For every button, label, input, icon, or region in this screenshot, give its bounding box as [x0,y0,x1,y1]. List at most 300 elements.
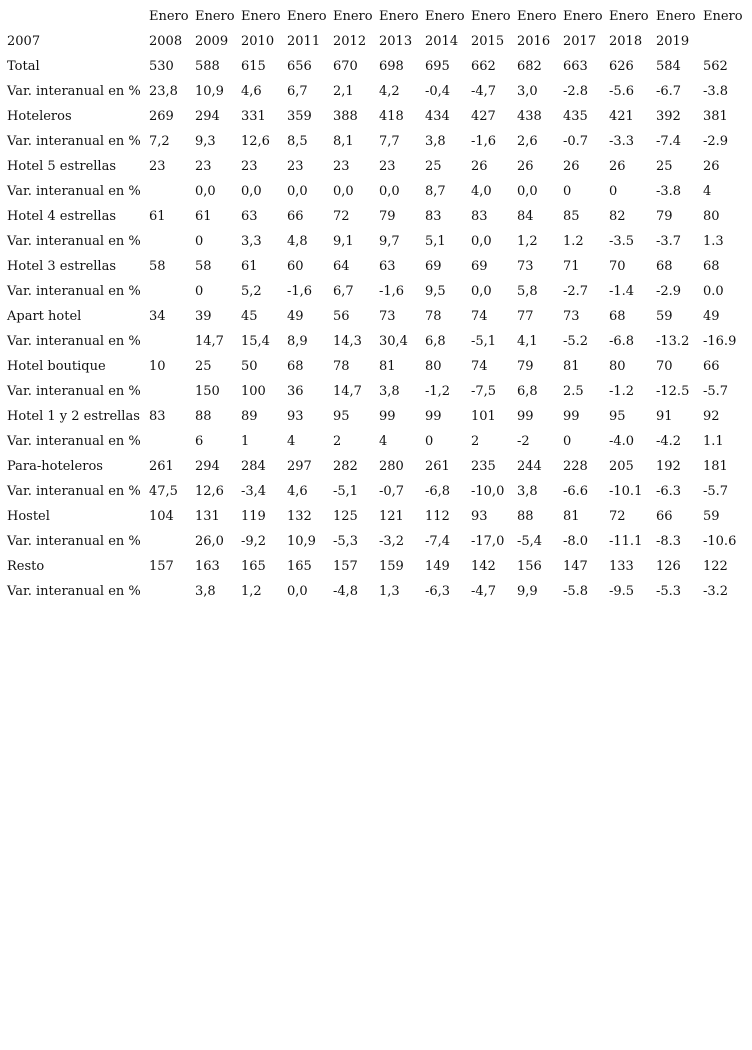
table-cell: 157 [333,559,358,574]
table-cell: 165 [241,559,266,574]
table-cell: 12,6 [241,134,270,149]
row-label: Hotel 3 estrellas [7,259,117,274]
table-row [7,332,747,357]
table-cell: 670 [333,59,358,74]
table-cell: 83 [425,209,442,224]
table-cell: 26 [471,159,488,174]
table-cell: 5,1 [425,234,446,249]
table-cell: -6,3 [425,584,451,599]
table-cell: 6 [195,434,204,449]
table-cell: 0,0 [471,284,492,299]
table-cell: 79 [379,209,396,224]
table-cell: 3,8 [379,384,400,399]
table-cell: 68 [703,259,720,274]
table-cell: -1,6 [287,284,313,299]
table-cell: 26 [609,159,626,174]
table-cell: 7,2 [149,134,170,149]
table-cell: 682 [517,59,542,74]
table-cell: 418 [379,109,404,124]
table-cell: 73 [517,259,534,274]
table-cell: 64 [333,259,350,274]
table-cell: 93 [287,409,304,424]
table-cell: -2.7 [563,284,589,299]
table-cell: 80 [425,359,442,374]
table-cell: 85 [563,209,580,224]
table-cell: -4,7 [471,584,497,599]
table-cell: 280 [379,459,404,474]
table-cell: Enero [379,9,419,24]
table-cell: 63 [241,209,258,224]
table-cell: -2 [517,434,530,449]
table-cell: Enero [195,9,235,24]
table-cell: 95 [333,409,350,424]
table-cell: -8.3 [656,534,682,549]
table-cell: 36 [287,384,304,399]
row-label: Var. interanual en % [7,384,141,399]
table-cell: 66 [656,509,673,524]
table-row [7,82,747,107]
table-cell: 0,0 [287,184,308,199]
table-cell: Enero [241,9,281,24]
table-cell: -3.8 [703,84,729,99]
table-cell: 68 [656,259,673,274]
table-cell: Enero [471,9,511,24]
table-cell: Enero [287,9,327,24]
table-cell: -6.7 [656,84,682,99]
table-cell: -12.5 [656,384,690,399]
table-cell: 3,0 [517,84,538,99]
table-row [7,482,747,507]
table-cell: 6,7 [333,284,354,299]
table-cell: 427 [471,109,496,124]
table-cell: 10,9 [195,84,224,99]
table-row [7,257,747,282]
table-cell: 79 [656,209,673,224]
table-cell: 584 [656,59,681,74]
table-cell: 50 [241,359,258,374]
table-cell: 69 [425,259,442,274]
table-cell: 99 [425,409,442,424]
table-cell: 4 [379,434,388,449]
row-label: Hotel 5 estrellas [7,159,117,174]
table-cell: 6,8 [517,384,538,399]
table-cell: 39 [195,309,212,324]
table-cell: 6,8 [425,334,446,349]
table-cell: 69 [471,259,488,274]
table-cell: 2,6 [517,134,538,149]
table-row [7,282,747,307]
table-cell: 80 [703,209,720,224]
table-row [7,507,747,532]
table-cell: 78 [425,309,442,324]
table-cell: 132 [287,509,312,524]
table-cell: 99 [379,409,396,424]
table-cell: 3,8 [517,484,538,499]
table-cell: 297 [287,459,312,474]
table-cell: 45 [241,309,258,324]
table-cell: 61 [195,209,212,224]
header-year-row [7,32,747,57]
table-cell: 79 [517,359,534,374]
table-cell: 0 [563,434,572,449]
table-cell: 0,0 [195,184,216,199]
table-cell: 2.5 [563,384,584,399]
table-cell: 7,7 [379,134,400,149]
table-cell: 1,2 [241,584,262,599]
table-cell: 26 [517,159,534,174]
table-cell: 205 [609,459,634,474]
table-cell: 421 [609,109,634,124]
table-cell: 81 [379,359,396,374]
table-cell: 60 [287,259,304,274]
table-cell: 14,7 [333,384,362,399]
table-cell: 2,1 [333,84,354,99]
table-cell: -1,2 [425,384,451,399]
table-cell: 23 [379,159,396,174]
table-cell: 68 [287,359,304,374]
table-cell: 1 [241,434,250,449]
table-cell: 84 [517,209,534,224]
table-cell: 91 [656,409,673,424]
table-row [7,382,747,407]
table-cell: 23 [195,159,212,174]
table-cell: 49 [287,309,304,324]
table-cell: 92 [703,409,720,424]
header-month-row [7,7,747,32]
table-cell: 588 [195,59,220,74]
table-cell: 530 [149,59,174,74]
table-cell: -3.3 [609,134,635,149]
table-cell: 294 [195,109,220,124]
table-cell: -5.7 [703,484,729,499]
table-cell: 15,4 [241,334,270,349]
table-cell: -9,2 [241,534,267,549]
table-cell: -1.4 [609,284,635,299]
table-cell: -13.2 [656,334,690,349]
table-cell: -16.9 [703,334,737,349]
table-cell: -4.0 [609,434,635,449]
table-cell: 49 [703,309,720,324]
table-cell: 9,3 [195,134,216,149]
table-cell: -10,0 [471,484,505,499]
row-label: Hotel 4 estrellas [7,209,117,224]
table-cell: 0,0 [333,184,354,199]
table-row [7,182,747,207]
row-label: Var. interanual en % [7,134,141,149]
table-cell: 359 [287,109,312,124]
table-cell: 4 [703,184,712,199]
table-cell: 82 [609,209,626,224]
table-cell: 10,9 [287,534,316,549]
table-cell: -6.6 [563,484,589,499]
table-cell: 3,8 [425,134,446,149]
table-cell: 104 [149,509,174,524]
table-row [7,132,747,157]
table-cell: 3,8 [195,584,216,599]
table-cell: 81 [563,509,580,524]
row-label: Var. interanual en % [7,484,141,499]
row-label: Total [7,59,40,74]
table-cell: -10.1 [609,484,643,499]
table-cell: 58 [195,259,212,274]
table-cell: 5,8 [517,284,538,299]
table-cell: 23 [149,159,166,174]
table-cell: 8,9 [287,334,308,349]
table-cell: 2018 [609,34,643,49]
table-cell: 66 [703,359,720,374]
row-label: Var. interanual en % [7,334,141,349]
table-cell: 284 [241,459,266,474]
table-cell: -3,2 [379,534,405,549]
table-cell: 71 [563,259,580,274]
table-cell: 61 [241,259,258,274]
table-cell: Enero [563,9,603,24]
table-cell: -3.2 [703,584,729,599]
row-label: Apart hotel [7,309,82,324]
table-cell: 261 [149,459,174,474]
table-cell: -5.3 [656,584,682,599]
row-label: Hotel boutique [7,359,106,374]
table-cell: 2014 [425,34,459,49]
table-cell: -2.9 [703,134,729,149]
table-cell: 81 [563,359,580,374]
table-cell: 2013 [379,34,413,49]
table-cell: 4,6 [287,484,308,499]
table-cell: -5,3 [333,534,359,549]
table-cell: 2011 [287,34,321,49]
table-cell: -0,7 [379,484,405,499]
table-cell: 435 [563,109,588,124]
table-cell: 12,6 [195,484,224,499]
table-cell: 331 [241,109,266,124]
table-cell: 23 [287,159,304,174]
table-cell: 142 [471,559,496,574]
table-cell: -7,4 [425,534,451,549]
table-cell: -5,1 [471,334,497,349]
row-label: Hostel [7,509,50,524]
table-cell: 4,6 [241,84,262,99]
table-cell: -1,6 [471,134,497,149]
table-row [7,582,747,607]
table-cell: 126 [656,559,681,574]
table-cell: 66 [287,209,304,224]
table-cell: -6,8 [425,484,451,499]
table-cell: 30,4 [379,334,408,349]
table-cell: 1,2 [517,234,538,249]
table-cell: 101 [471,409,496,424]
table-cell: 4,2 [379,84,400,99]
row-label: Var. interanual en % [7,284,141,299]
table-cell: 133 [609,559,634,574]
table-cell: 1,3 [379,584,400,599]
table-cell: -3.7 [656,234,682,249]
table-cell: 626 [609,59,634,74]
table-cell: -5.6 [609,84,635,99]
table-cell: 2015 [471,34,505,49]
table-cell: 8,1 [333,134,354,149]
table-row [7,357,747,382]
table-cell: -3,4 [241,484,267,499]
table-cell: 73 [563,309,580,324]
table-cell: 119 [241,509,266,524]
table-cell: 0,0 [241,184,262,199]
row-label: Var. interanual en % [7,84,141,99]
hotel-stats-table [7,7,747,607]
table-cell: 99 [563,409,580,424]
table-cell: 269 [149,109,174,124]
table-cell: 25 [195,359,212,374]
table-cell: -17,0 [471,534,505,549]
table-cell: 228 [563,459,588,474]
table-cell: -6.3 [656,484,682,499]
table-cell: 392 [656,109,681,124]
row-label: Hoteleros [7,109,72,124]
table-cell: 8,5 [287,134,308,149]
table-cell: 0.0 [703,284,724,299]
table-cell: 26 [563,159,580,174]
table-cell: Enero [609,9,649,24]
table-cell: 1.1 [703,434,724,449]
table-row [7,457,747,482]
table-cell: 14,7 [195,334,224,349]
table-cell: 695 [425,59,450,74]
table-cell: 34 [149,309,166,324]
table-cell: 150 [195,384,220,399]
table-cell: 68 [609,309,626,324]
row-label: 2007 [7,34,41,49]
table-cell: 93 [471,509,488,524]
table-cell: 121 [379,509,404,524]
table-cell: 8,7 [425,184,446,199]
table-cell: 1.2 [563,234,584,249]
table-cell: -11.1 [609,534,643,549]
table-cell: 294 [195,459,220,474]
table-cell: Enero [425,9,465,24]
table-cell: 23,8 [149,84,178,99]
table-cell: 165 [287,559,312,574]
table-cell: 9,7 [379,234,400,249]
table-cell: 381 [703,109,728,124]
table-cell: 149 [425,559,450,574]
table-cell: 78 [333,359,350,374]
table-row [7,107,747,132]
table-cell: -7.4 [656,134,682,149]
row-label: Var. interanual en % [7,434,141,449]
table-cell: 147 [563,559,588,574]
table-row [7,407,747,432]
table-cell: 88 [517,509,534,524]
table-cell: 26 [703,159,720,174]
table-row [7,232,747,257]
table-cell: 70 [656,359,673,374]
table-cell: 192 [656,459,681,474]
row-label: Var. interanual en % [7,534,141,549]
table-cell: 61 [149,209,166,224]
table-cell: 615 [241,59,266,74]
table-cell: 131 [195,509,220,524]
table-cell: 83 [471,209,488,224]
table-cell: 59 [656,309,673,324]
table-cell: 9,5 [425,284,446,299]
table-cell: -3.8 [656,184,682,199]
table-cell: 3,3 [241,234,262,249]
table-cell: 181 [703,459,728,474]
table-cell: -3.5 [609,234,635,249]
table-cell: 0,0 [471,234,492,249]
table-cell: 9,1 [333,234,354,249]
table-cell: 23 [333,159,350,174]
row-label: Var. interanual en % [7,584,141,599]
table-cell: 1.3 [703,234,724,249]
table-cell: 70 [609,259,626,274]
table-cell: 282 [333,459,358,474]
row-label: Var. interanual en % [7,184,141,199]
table-cell: 47,5 [149,484,178,499]
table-cell: 74 [471,359,488,374]
table-cell: 72 [333,209,350,224]
table-cell: 2017 [563,34,597,49]
row-label: Var. interanual en % [7,234,141,249]
table-cell: 74 [471,309,488,324]
table-cell: 23 [241,159,258,174]
table-cell: -8.0 [563,534,589,549]
table-row [7,532,747,557]
table-cell: 14,3 [333,334,362,349]
table-cell: 63 [379,259,396,274]
table-cell: 2009 [195,34,229,49]
table-cell: 656 [287,59,312,74]
table-cell: 156 [517,559,542,574]
table-row [7,557,747,582]
table-cell: 438 [517,109,542,124]
table-cell: 59 [703,509,720,524]
table-cell: 88 [195,409,212,424]
table-cell: 0 [425,434,434,449]
table-cell: 4,1 [517,334,538,349]
table-cell: 244 [517,459,542,474]
table-cell: -5.8 [563,584,589,599]
table-cell: 261 [425,459,450,474]
table-cell: 125 [333,509,358,524]
table-cell: 122 [703,559,728,574]
table-cell: -2.8 [563,84,589,99]
table-cell: 58 [149,259,166,274]
table-cell: 4,0 [471,184,492,199]
row-label: Hotel 1 y 2 estrellas [7,409,140,424]
table-cell: 9,9 [517,584,538,599]
table-cell: 6,7 [287,84,308,99]
table-cell: Enero [656,9,696,24]
table-cell: 163 [195,559,220,574]
table-cell: 663 [563,59,588,74]
table-cell: 2019 [656,34,690,49]
table-cell: -4,7 [471,84,497,99]
table-cell: 0 [195,284,204,299]
table-row [7,157,747,182]
table-cell: -0,4 [425,84,451,99]
table-cell: 25 [425,159,442,174]
table-cell: -5.2 [563,334,589,349]
table-cell: 2 [471,434,480,449]
table-cell: -5,4 [517,534,543,549]
table-cell: 0 [609,184,618,199]
table-cell: 26,0 [195,534,224,549]
table-cell: 562 [703,59,728,74]
table-cell: 0 [195,234,204,249]
table-cell: -2.9 [656,284,682,299]
table-cell: 80 [609,359,626,374]
table-cell: -7,5 [471,384,497,399]
